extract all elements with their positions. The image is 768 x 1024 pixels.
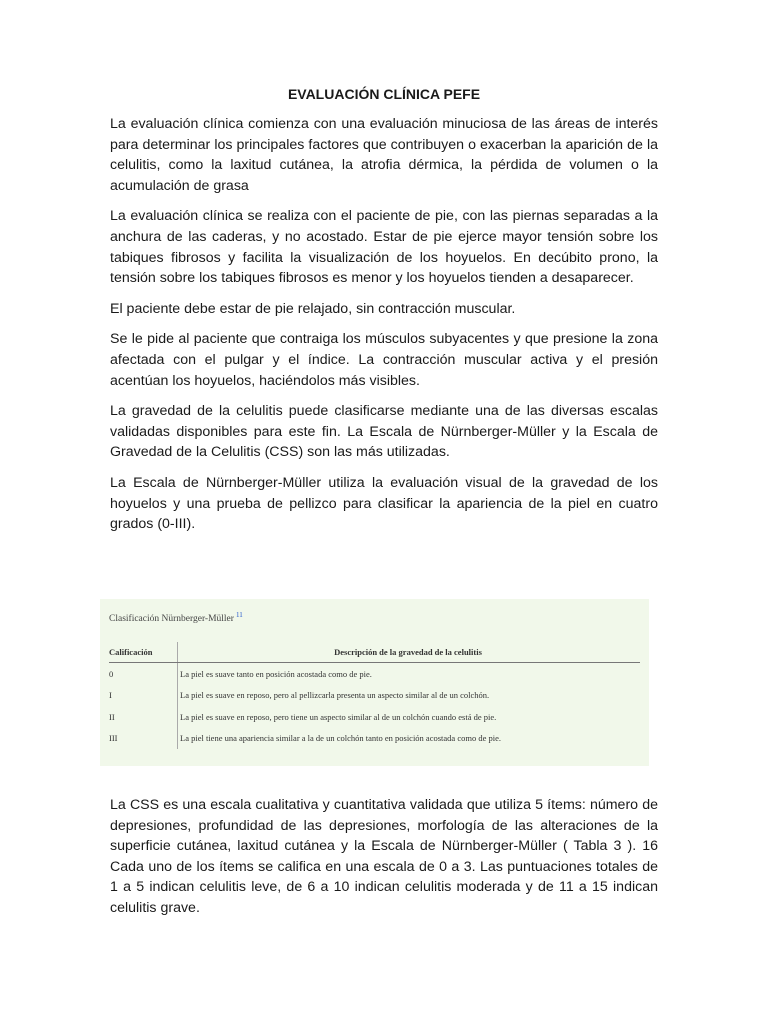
- table-row: [109, 685, 640, 707]
- table-row: [109, 663, 640, 685]
- paragraph-severity-scales: La gravedad de la celulitis puede clasificarse mediante una de las diversas escalas validadas disponibles para este fin. La Escala de Nürnberger-Müller y la Escala de Gravedad de la Celulitis (CSS) son las más utilizadas.: [110, 403, 658, 461]
- table-caption: [109, 611, 243, 624]
- classification-table-image: [100, 599, 649, 766]
- grade-cell: 0: [109, 668, 114, 679]
- paragraph-css-scale: La CSS es una escala cualitativa y cuantitativa validada que utiliza 5 ítems: número de depresiones, profundidad de las depresiones, morfología de las alteraciones de la superficie cutánea, laxitud cutánea y la Escala de Nürnberger-Müller ( Tabla 3 ). 16 Cada uno de los ítems se califica en una escala de 0 a 3. Las puntuaciones totales de 1 a 5 indican celulitis leve, de 6 a 10 indican celulitis moderada y de 11 a 15 indican celulitis grave.: [110, 797, 658, 916]
- paragraph-contraction: Se le pide al paciente que contraiga los músculos subyacentes y que presione la zona afectada con el pulgar y el índice. La contracción muscular activa y el presión acentúan los hoyuelos, haciéndolos más visibles.: [110, 331, 658, 389]
- classification-table: [109, 642, 640, 749]
- paragraph-intro: La evaluación clínica comienza con una evaluación minuciosa de las áreas de interés para determinar los principales factores que contribuyen o exacerban la aparición de la celulitis, como la laxitud cutánea, la atrofia dérmica, la pérdida de volumen o la acumulación de grasa: [110, 116, 658, 194]
- document-title: EVALUACIÓN CLÍNICA PEFE: [287, 86, 481, 102]
- table-header-row: [109, 642, 640, 663]
- description-cell: La piel es suave tanto en posición acostada como de pie.: [178, 663, 641, 685]
- grade-cell: I: [109, 690, 112, 701]
- description-cell: La piel es suave en reposo, pero al pellizcarla presenta un aspecto similar al de un colchón.: [178, 685, 641, 707]
- table-row: [109, 728, 640, 750]
- document-body: [110, 84, 658, 545]
- table-caption-text: Clasificación Nürnberger-Müller: [109, 614, 234, 625]
- header-description: Descripción de la gravedad de la celulitis: [178, 642, 641, 663]
- paragraph-relaxed: El paciente debe estar de pie relajado, sin contracción muscular.: [110, 300, 516, 317]
- paragraph-standing-evaluation: La evaluación clínica se realiza con el paciente de pie, con las piernas separadas a la anchura de las caderas, y no acostado. Estar de pie ejerce mayor tensión sobre los tabiques fibrosos y facilita la visualización de los hoyuelos. En decúbito prono, la tensión sobre los tabiques fibrosos es menor y los hoyuelos tienden a desaparecer.: [110, 208, 658, 287]
- table-row: [109, 706, 640, 728]
- description-cell: La piel es suave en reposo, pero tiene un aspecto similar al de un colchón cuando está de pie.: [178, 706, 641, 728]
- reference-link[interactable]: 11: [235, 611, 243, 619]
- grade-cell: II: [109, 711, 115, 722]
- header-grade: Calificación: [109, 642, 178, 663]
- paragraph-nurnberger-muller: La Escala de Nürnberger-Müller utiliza la evaluación visual de la gravedad de los hoyuelos y una prueba de pellizco para clasificar la apariencia de la piel en cuatro grados (0-III).: [110, 474, 658, 533]
- document-body-continued: [110, 795, 658, 929]
- grade-cell: III: [109, 733, 118, 744]
- description-cell: La piel tiene una apariencia similar a la de un colchón tanto en posición acostada como de pie.: [178, 728, 641, 750]
